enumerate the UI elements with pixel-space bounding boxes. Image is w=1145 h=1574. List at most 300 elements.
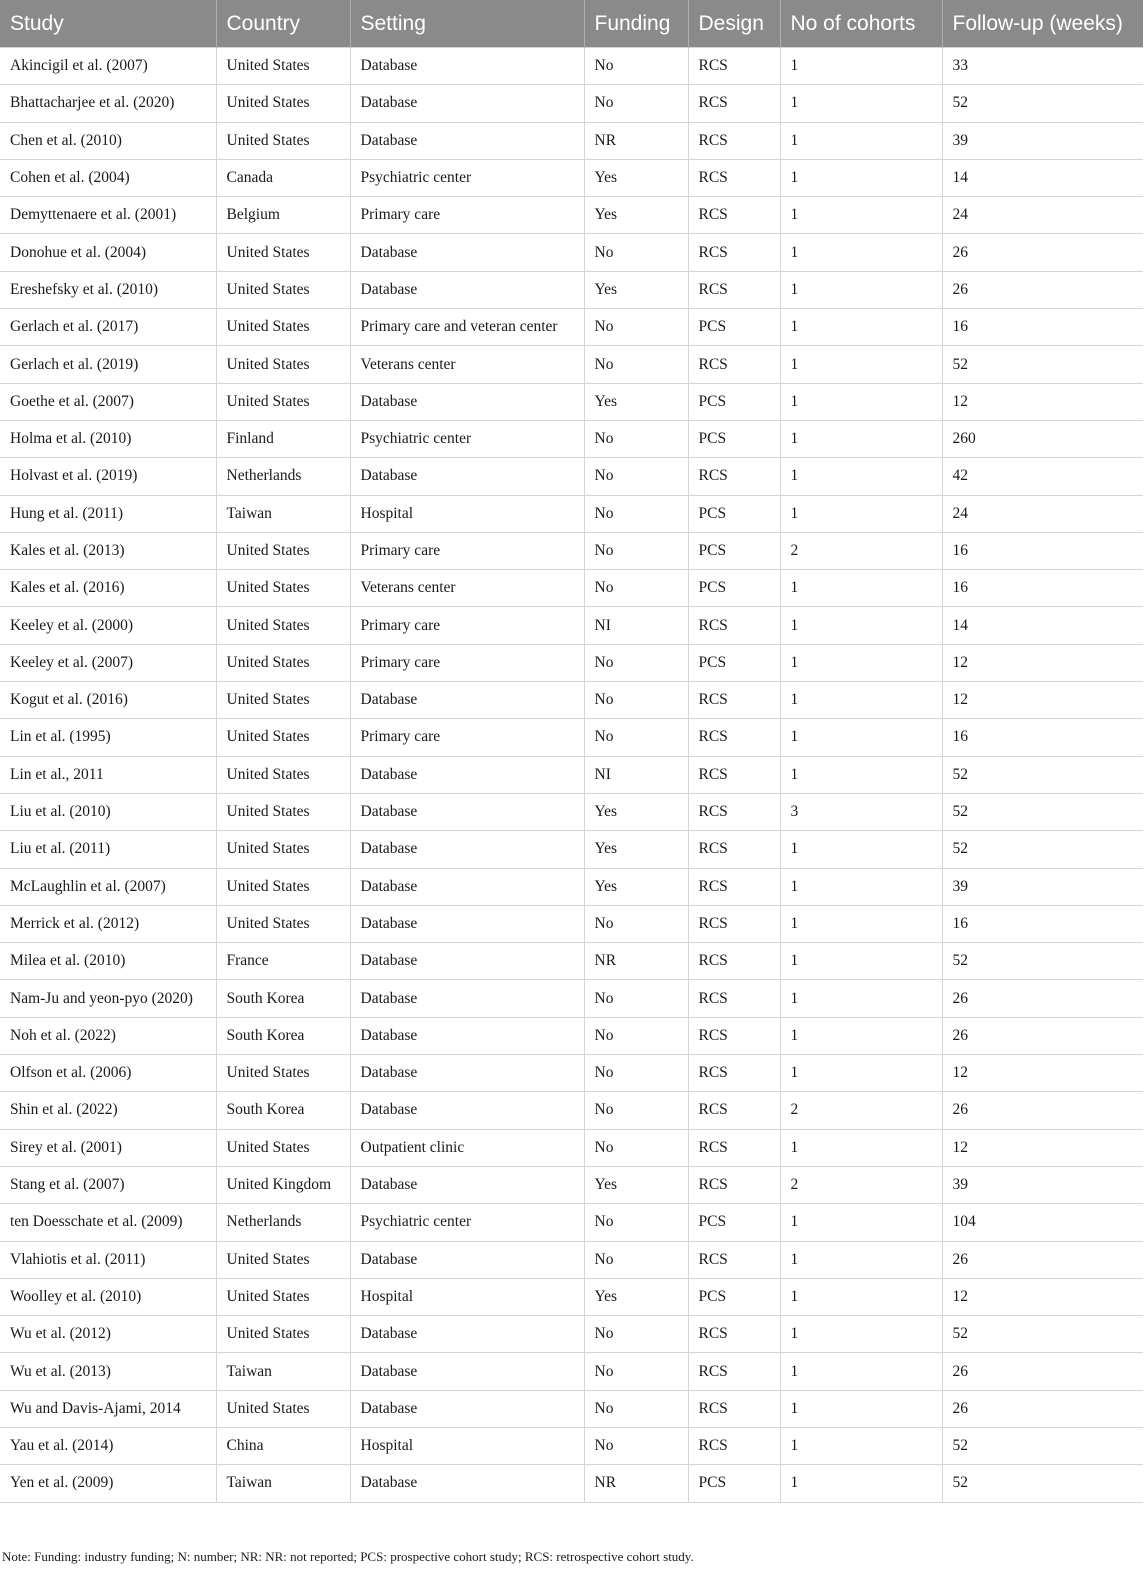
cell-study: Gerlach et al. (2017) bbox=[0, 309, 216, 346]
table-body bbox=[0, 48, 1143, 1503]
cell-study: Hung et al. (2011) bbox=[0, 495, 216, 532]
column-header-cohorts: No of cohorts bbox=[780, 0, 942, 48]
cell-country: South Korea bbox=[216, 1092, 350, 1129]
cell-design: RCS bbox=[688, 1166, 780, 1203]
cell-follow-up: 52 bbox=[942, 1316, 1143, 1353]
table-row bbox=[0, 383, 1143, 420]
cell-funding: No bbox=[584, 980, 688, 1017]
cell-setting: Psychiatric center bbox=[350, 420, 584, 457]
cell-funding: No bbox=[584, 1204, 688, 1241]
cell-country: United States bbox=[216, 1390, 350, 1427]
cell-study: Kogut et al. (2016) bbox=[0, 682, 216, 719]
cell-follow-up: 26 bbox=[942, 1092, 1143, 1129]
cell-study: Wu and Davis-Ajami, 2014 bbox=[0, 1390, 216, 1427]
cell-follow-up: 24 bbox=[942, 197, 1143, 234]
cell-funding: NI bbox=[584, 607, 688, 644]
cell-setting: Outpatient clinic bbox=[350, 1129, 584, 1166]
cell-design: RCS bbox=[688, 868, 780, 905]
table-row bbox=[0, 1278, 1143, 1315]
cell-cohorts: 1 bbox=[780, 831, 942, 868]
cell-study: Ereshefsky et al. (2010) bbox=[0, 271, 216, 308]
cell-study: Shin et al. (2022) bbox=[0, 1092, 216, 1129]
cell-study: Lin et al. (1995) bbox=[0, 719, 216, 756]
table-row bbox=[0, 905, 1143, 942]
cell-setting: Veterans center bbox=[350, 570, 584, 607]
cell-country: Taiwan bbox=[216, 495, 350, 532]
cell-funding: Yes bbox=[584, 383, 688, 420]
cell-country: United States bbox=[216, 1055, 350, 1092]
cell-funding: No bbox=[584, 48, 688, 85]
cell-country: South Korea bbox=[216, 980, 350, 1017]
cell-cohorts: 2 bbox=[780, 1092, 942, 1129]
cell-cohorts: 1 bbox=[780, 905, 942, 942]
cell-design: RCS bbox=[688, 346, 780, 383]
table-row bbox=[0, 1055, 1143, 1092]
cell-funding: Yes bbox=[584, 271, 688, 308]
cell-follow-up: 33 bbox=[942, 48, 1143, 85]
cell-follow-up: 24 bbox=[942, 495, 1143, 532]
cell-country: United States bbox=[216, 1278, 350, 1315]
cell-setting: Database bbox=[350, 1017, 584, 1054]
column-header-setting: Setting bbox=[350, 0, 584, 48]
cell-country: United States bbox=[216, 1129, 350, 1166]
cell-cohorts: 1 bbox=[780, 1278, 942, 1315]
cell-design: PCS bbox=[688, 309, 780, 346]
table-row bbox=[0, 1017, 1143, 1054]
cell-study: Merrick et al. (2012) bbox=[0, 905, 216, 942]
cell-cohorts: 1 bbox=[780, 1241, 942, 1278]
cell-design: RCS bbox=[688, 271, 780, 308]
cell-design: RCS bbox=[688, 905, 780, 942]
cell-design: PCS bbox=[688, 532, 780, 569]
cell-cohorts: 1 bbox=[780, 271, 942, 308]
cell-setting: Database bbox=[350, 756, 584, 793]
cell-study: Sirey et al. (2001) bbox=[0, 1129, 216, 1166]
cell-funding: NR bbox=[584, 122, 688, 159]
cell-setting: Psychiatric center bbox=[350, 159, 584, 196]
cell-setting: Database bbox=[350, 271, 584, 308]
cell-setting: Database bbox=[350, 980, 584, 1017]
cell-country: United States bbox=[216, 85, 350, 122]
cell-setting: Database bbox=[350, 458, 584, 495]
table-header bbox=[0, 0, 1143, 48]
cell-country: Taiwan bbox=[216, 1353, 350, 1390]
cell-study: Gerlach et al. (2019) bbox=[0, 346, 216, 383]
cell-cohorts: 1 bbox=[780, 719, 942, 756]
cell-setting: Database bbox=[350, 1092, 584, 1129]
cell-follow-up: 26 bbox=[942, 1353, 1143, 1390]
cell-funding: No bbox=[584, 495, 688, 532]
table-row bbox=[0, 793, 1143, 830]
cell-setting: Hospital bbox=[350, 1427, 584, 1464]
cell-setting: Database bbox=[350, 831, 584, 868]
cell-cohorts: 1 bbox=[780, 607, 942, 644]
cell-funding: Yes bbox=[584, 831, 688, 868]
cell-cohorts: 1 bbox=[780, 234, 942, 271]
cell-design: PCS bbox=[688, 1465, 780, 1502]
cell-design: PCS bbox=[688, 1278, 780, 1315]
table-row bbox=[0, 570, 1143, 607]
cell-study: Cohen et al. (2004) bbox=[0, 159, 216, 196]
cell-study: Holvast et al. (2019) bbox=[0, 458, 216, 495]
cell-funding: No bbox=[584, 532, 688, 569]
cell-study: Holma et al. (2010) bbox=[0, 420, 216, 457]
cell-funding: No bbox=[584, 85, 688, 122]
cell-cohorts: 1 bbox=[780, 980, 942, 1017]
cell-follow-up: 16 bbox=[942, 570, 1143, 607]
cell-follow-up: 52 bbox=[942, 756, 1143, 793]
cell-design: RCS bbox=[688, 1241, 780, 1278]
cell-cohorts: 1 bbox=[780, 1427, 942, 1464]
cell-setting: Psychiatric center bbox=[350, 1204, 584, 1241]
table-row bbox=[0, 420, 1143, 457]
cell-setting: Hospital bbox=[350, 1278, 584, 1315]
cell-country: Finland bbox=[216, 420, 350, 457]
cell-funding: Yes bbox=[584, 1166, 688, 1203]
cell-country: United States bbox=[216, 570, 350, 607]
cell-country: United States bbox=[216, 644, 350, 681]
cell-setting: Primary care bbox=[350, 197, 584, 234]
cell-design: PCS bbox=[688, 570, 780, 607]
table-row bbox=[0, 458, 1143, 495]
cell-follow-up: 12 bbox=[942, 1278, 1143, 1315]
cell-funding: No bbox=[584, 1427, 688, 1464]
cell-study: Goethe et al. (2007) bbox=[0, 383, 216, 420]
cell-funding: No bbox=[584, 1353, 688, 1390]
cell-funding: No bbox=[584, 234, 688, 271]
cell-follow-up: 52 bbox=[942, 1427, 1143, 1464]
cell-funding: No bbox=[584, 1390, 688, 1427]
cell-follow-up: 52 bbox=[942, 1465, 1143, 1502]
table-row bbox=[0, 831, 1143, 868]
cell-design: RCS bbox=[688, 1390, 780, 1427]
cell-design: RCS bbox=[688, 122, 780, 159]
cell-design: RCS bbox=[688, 756, 780, 793]
table-row bbox=[0, 980, 1143, 1017]
cell-country: United States bbox=[216, 831, 350, 868]
cell-study: Keeley et al. (2000) bbox=[0, 607, 216, 644]
cell-cohorts: 1 bbox=[780, 644, 942, 681]
table-row bbox=[0, 1241, 1143, 1278]
table-row bbox=[0, 159, 1143, 196]
cell-country: South Korea bbox=[216, 1017, 350, 1054]
table-row bbox=[0, 644, 1143, 681]
cell-cohorts: 1 bbox=[780, 943, 942, 980]
cell-setting: Primary care and veteran center bbox=[350, 309, 584, 346]
cell-funding: NR bbox=[584, 943, 688, 980]
cell-country: United States bbox=[216, 532, 350, 569]
cell-country: United States bbox=[216, 346, 350, 383]
cell-funding: Yes bbox=[584, 197, 688, 234]
cell-study: McLaughlin et al. (2007) bbox=[0, 868, 216, 905]
cell-setting: Database bbox=[350, 234, 584, 271]
cell-funding: No bbox=[584, 644, 688, 681]
table-row bbox=[0, 346, 1143, 383]
cell-follow-up: 12 bbox=[942, 682, 1143, 719]
cell-funding: Yes bbox=[584, 1278, 688, 1315]
cell-study: Kales et al. (2013) bbox=[0, 532, 216, 569]
cell-follow-up: 39 bbox=[942, 122, 1143, 159]
cell-cohorts: 1 bbox=[780, 1353, 942, 1390]
cell-cohorts: 1 bbox=[780, 85, 942, 122]
cell-funding: No bbox=[584, 570, 688, 607]
cell-cohorts: 1 bbox=[780, 122, 942, 159]
cell-study: Keeley et al. (2007) bbox=[0, 644, 216, 681]
cell-country: Canada bbox=[216, 159, 350, 196]
table-row bbox=[0, 309, 1143, 346]
cell-country: United States bbox=[216, 383, 350, 420]
table-note: Note: Funding: industry funding; N: number; NR: NR: not reported; PCS: prospective cohort study; RCS: retrospective cohort study. bbox=[2, 1549, 694, 1564]
cell-funding: No bbox=[584, 1316, 688, 1353]
cell-design: RCS bbox=[688, 682, 780, 719]
cell-study: Nam-Ju and yeon-pyo (2020) bbox=[0, 980, 216, 1017]
table-row bbox=[0, 48, 1143, 85]
cell-funding: Yes bbox=[584, 793, 688, 830]
table-row bbox=[0, 1166, 1143, 1203]
column-header-follow-up: Follow-up (weeks) bbox=[942, 0, 1143, 48]
table-row bbox=[0, 943, 1143, 980]
cell-follow-up: 42 bbox=[942, 458, 1143, 495]
cell-funding: No bbox=[584, 1055, 688, 1092]
column-header-funding: Funding bbox=[584, 0, 688, 48]
cell-setting: Primary care bbox=[350, 719, 584, 756]
cell-country: United Kingdom bbox=[216, 1166, 350, 1203]
cell-cohorts: 1 bbox=[780, 1465, 942, 1502]
cell-study: Woolley et al. (2010) bbox=[0, 1278, 216, 1315]
cell-setting: Database bbox=[350, 1353, 584, 1390]
cell-cohorts: 1 bbox=[780, 420, 942, 457]
cell-cohorts: 1 bbox=[780, 1017, 942, 1054]
cell-country: United States bbox=[216, 756, 350, 793]
cell-design: RCS bbox=[688, 197, 780, 234]
cell-cohorts: 1 bbox=[780, 1390, 942, 1427]
cell-design: RCS bbox=[688, 980, 780, 1017]
cell-study: Wu et al. (2013) bbox=[0, 1353, 216, 1390]
cell-country: United States bbox=[216, 271, 350, 308]
cell-country: Belgium bbox=[216, 197, 350, 234]
cell-design: RCS bbox=[688, 159, 780, 196]
cell-funding: No bbox=[584, 719, 688, 756]
cell-setting: Database bbox=[350, 1316, 584, 1353]
cell-design: RCS bbox=[688, 1353, 780, 1390]
cell-follow-up: 26 bbox=[942, 1017, 1143, 1054]
cell-cohorts: 1 bbox=[780, 346, 942, 383]
table-row bbox=[0, 1092, 1143, 1129]
cell-study: Stang et al. (2007) bbox=[0, 1166, 216, 1203]
cell-funding: No bbox=[584, 1241, 688, 1278]
cell-follow-up: 39 bbox=[942, 1166, 1143, 1203]
cell-study: Vlahiotis et al. (2011) bbox=[0, 1241, 216, 1278]
cell-design: RCS bbox=[688, 1055, 780, 1092]
cell-follow-up: 26 bbox=[942, 980, 1143, 1017]
cell-study: Kales et al. (2016) bbox=[0, 570, 216, 607]
cell-funding: No bbox=[584, 458, 688, 495]
cell-setting: Veterans center bbox=[350, 346, 584, 383]
cell-study: Liu et al. (2011) bbox=[0, 831, 216, 868]
cell-cohorts: 1 bbox=[780, 1129, 942, 1166]
cell-country: United States bbox=[216, 905, 350, 942]
cell-setting: Database bbox=[350, 1166, 584, 1203]
cell-follow-up: 16 bbox=[942, 905, 1143, 942]
cell-follow-up: 52 bbox=[942, 793, 1143, 830]
cell-setting: Database bbox=[350, 1390, 584, 1427]
cell-study: Milea et al. (2010) bbox=[0, 943, 216, 980]
table-row bbox=[0, 234, 1143, 271]
cell-funding: No bbox=[584, 346, 688, 383]
cell-design: PCS bbox=[688, 644, 780, 681]
cell-country: United States bbox=[216, 309, 350, 346]
table-row bbox=[0, 271, 1143, 308]
cell-country: United States bbox=[216, 682, 350, 719]
cell-design: RCS bbox=[688, 607, 780, 644]
cell-design: RCS bbox=[688, 85, 780, 122]
cell-country: United States bbox=[216, 122, 350, 159]
cell-design: RCS bbox=[688, 831, 780, 868]
cell-cohorts: 1 bbox=[780, 383, 942, 420]
table-row bbox=[0, 719, 1143, 756]
table-row bbox=[0, 1465, 1143, 1502]
header-row bbox=[0, 0, 1143, 48]
cell-design: RCS bbox=[688, 458, 780, 495]
cell-setting: Database bbox=[350, 122, 584, 159]
cell-cohorts: 1 bbox=[780, 1055, 942, 1092]
cell-cohorts: 1 bbox=[780, 458, 942, 495]
table-row bbox=[0, 1204, 1143, 1241]
cell-funding: Yes bbox=[584, 159, 688, 196]
cell-setting: Database bbox=[350, 682, 584, 719]
cell-design: RCS bbox=[688, 943, 780, 980]
cell-cohorts: 1 bbox=[780, 1316, 942, 1353]
cell-cohorts: 1 bbox=[780, 197, 942, 234]
table-row bbox=[0, 756, 1143, 793]
cell-study: Noh et al. (2022) bbox=[0, 1017, 216, 1054]
cell-cohorts: 1 bbox=[780, 756, 942, 793]
cell-cohorts: 1 bbox=[780, 1204, 942, 1241]
cell-follow-up: 12 bbox=[942, 1055, 1143, 1092]
cell-cohorts: 1 bbox=[780, 495, 942, 532]
cell-cohorts: 1 bbox=[780, 309, 942, 346]
cell-follow-up: 14 bbox=[942, 159, 1143, 196]
cell-setting: Hospital bbox=[350, 495, 584, 532]
cell-follow-up: 16 bbox=[942, 532, 1143, 569]
cell-cohorts: 2 bbox=[780, 532, 942, 569]
cell-follow-up: 104 bbox=[942, 1204, 1143, 1241]
cell-follow-up: 26 bbox=[942, 1390, 1143, 1427]
cell-country: Netherlands bbox=[216, 1204, 350, 1241]
cell-country: United States bbox=[216, 48, 350, 85]
cell-follow-up: 26 bbox=[942, 1241, 1143, 1278]
cell-funding: No bbox=[584, 1129, 688, 1166]
cell-design: PCS bbox=[688, 495, 780, 532]
cell-study: Yau et al. (2014) bbox=[0, 1427, 216, 1464]
cell-country: Netherlands bbox=[216, 458, 350, 495]
cell-follow-up: 52 bbox=[942, 346, 1143, 383]
cell-country: United States bbox=[216, 1241, 350, 1278]
table-row bbox=[0, 1390, 1143, 1427]
cell-setting: Database bbox=[350, 85, 584, 122]
cell-design: RCS bbox=[688, 1427, 780, 1464]
cell-study: ten Doesschate et al. (2009) bbox=[0, 1204, 216, 1241]
cell-study: Donohue et al. (2004) bbox=[0, 234, 216, 271]
cell-study: Yen et al. (2009) bbox=[0, 1465, 216, 1502]
cell-cohorts: 2 bbox=[780, 1166, 942, 1203]
cell-study: Bhattacharjee et al. (2020) bbox=[0, 85, 216, 122]
column-header-design: Design bbox=[688, 0, 780, 48]
cell-setting: Database bbox=[350, 905, 584, 942]
cell-study: Chen et al. (2010) bbox=[0, 122, 216, 159]
cell-design: RCS bbox=[688, 1129, 780, 1166]
cell-setting: Database bbox=[350, 383, 584, 420]
cell-design: PCS bbox=[688, 420, 780, 457]
cell-country: United States bbox=[216, 607, 350, 644]
column-header-study: Study bbox=[0, 0, 216, 48]
cell-follow-up: 26 bbox=[942, 234, 1143, 271]
cell-cohorts: 1 bbox=[780, 682, 942, 719]
cell-follow-up: 52 bbox=[942, 85, 1143, 122]
table-row bbox=[0, 122, 1143, 159]
cell-country: Taiwan bbox=[216, 1465, 350, 1502]
cell-design: RCS bbox=[688, 793, 780, 830]
cell-setting: Database bbox=[350, 1055, 584, 1092]
cell-funding: No bbox=[584, 1092, 688, 1129]
cell-setting: Primary care bbox=[350, 532, 584, 569]
cell-study: Demyttenaere et al. (2001) bbox=[0, 197, 216, 234]
cell-design: PCS bbox=[688, 383, 780, 420]
cell-setting: Database bbox=[350, 1241, 584, 1278]
cell-follow-up: 260 bbox=[942, 420, 1143, 457]
cell-funding: No bbox=[584, 1017, 688, 1054]
cell-follow-up: 52 bbox=[942, 943, 1143, 980]
cell-setting: Database bbox=[350, 868, 584, 905]
cell-funding: Yes bbox=[584, 868, 688, 905]
cell-design: PCS bbox=[688, 1204, 780, 1241]
cell-follow-up: 12 bbox=[942, 644, 1143, 681]
cell-design: RCS bbox=[688, 1316, 780, 1353]
cell-design: RCS bbox=[688, 719, 780, 756]
cell-setting: Database bbox=[350, 793, 584, 830]
cell-cohorts: 1 bbox=[780, 868, 942, 905]
cell-setting: Primary care bbox=[350, 607, 584, 644]
cell-funding: NR bbox=[584, 1465, 688, 1502]
cell-funding: No bbox=[584, 905, 688, 942]
column-header-country: Country bbox=[216, 0, 350, 48]
cell-study: Olfson et al. (2006) bbox=[0, 1055, 216, 1092]
cell-country: United States bbox=[216, 868, 350, 905]
cell-setting: Primary care bbox=[350, 644, 584, 681]
cell-study: Liu et al. (2010) bbox=[0, 793, 216, 830]
table-row bbox=[0, 682, 1143, 719]
cell-design: RCS bbox=[688, 1092, 780, 1129]
table-row bbox=[0, 197, 1143, 234]
table-row bbox=[0, 868, 1143, 905]
cell-country: United States bbox=[216, 719, 350, 756]
cell-country: China bbox=[216, 1427, 350, 1464]
cell-country: United States bbox=[216, 793, 350, 830]
cell-funding: NI bbox=[584, 756, 688, 793]
cell-cohorts: 1 bbox=[780, 570, 942, 607]
cell-country: France bbox=[216, 943, 350, 980]
table-row bbox=[0, 495, 1143, 532]
cell-follow-up: 39 bbox=[942, 868, 1143, 905]
cell-study: Wu et al. (2012) bbox=[0, 1316, 216, 1353]
cell-funding: No bbox=[584, 309, 688, 346]
table-row bbox=[0, 1427, 1143, 1464]
cell-cohorts: 1 bbox=[780, 48, 942, 85]
cell-follow-up: 16 bbox=[942, 719, 1143, 756]
cell-setting: Database bbox=[350, 943, 584, 980]
cell-follow-up: 12 bbox=[942, 1129, 1143, 1166]
table-row bbox=[0, 607, 1143, 644]
